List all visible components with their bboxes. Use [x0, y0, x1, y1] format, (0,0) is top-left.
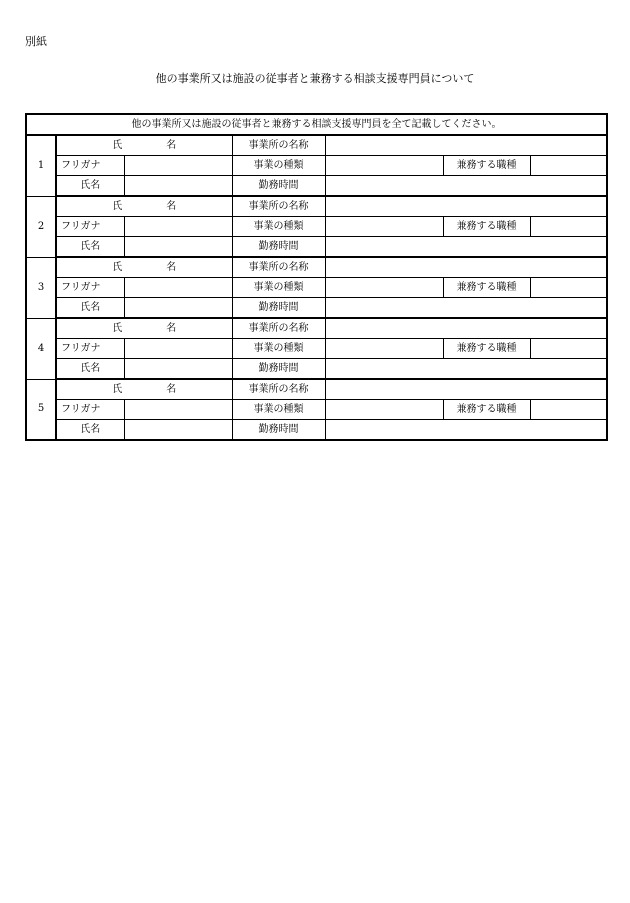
entry-row-name	[26, 318, 607, 339]
entry-row-shimei	[26, 298, 607, 319]
concurrent-job-label: 兼務する職種	[443, 156, 530, 176]
entry-number: 5	[26, 379, 56, 440]
furigana-label: フリガナ	[56, 278, 124, 298]
attachment-label: 別紙	[25, 35, 47, 48]
shimei-label: 氏名	[56, 420, 124, 441]
furigana-field[interactable]	[124, 339, 232, 359]
concurrent-job-label: 兼務する職種	[443, 217, 530, 237]
staff-form-table	[25, 113, 608, 441]
entry-row-shimei	[26, 359, 607, 380]
office-name-label: 事業所の名称	[232, 196, 325, 217]
work-hours-label: 勤務時間	[232, 176, 325, 197]
entry-row-furigana	[26, 217, 607, 237]
entry-number: 3	[26, 257, 56, 318]
office-name-field[interactable]	[325, 135, 607, 156]
name-label: 氏 名	[56, 135, 232, 156]
shimei-field[interactable]	[124, 359, 232, 380]
business-type-label: 事業の種類	[232, 400, 325, 420]
office-name-field[interactable]	[325, 318, 607, 339]
entry-row-shimei	[26, 176, 607, 197]
furigana-field[interactable]	[124, 278, 232, 298]
concurrent-job-field[interactable]	[530, 217, 607, 237]
entry-number: 2	[26, 196, 56, 257]
furigana-label: フリガナ	[56, 339, 124, 359]
shimei-label: 氏名	[56, 359, 124, 380]
concurrent-job-field[interactable]	[530, 278, 607, 298]
work-hours-label: 勤務時間	[232, 359, 325, 380]
work-hours-field[interactable]	[325, 420, 607, 441]
entry-row-furigana	[26, 339, 607, 359]
work-hours-field[interactable]	[325, 298, 607, 319]
furigana-field[interactable]	[124, 400, 232, 420]
shimei-field[interactable]	[124, 420, 232, 441]
name-label: 氏 名	[56, 379, 232, 400]
business-type-label: 事業の種類	[232, 217, 325, 237]
entry-row-furigana	[26, 400, 607, 420]
entry-row-name	[26, 379, 607, 400]
shimei-label: 氏名	[56, 176, 124, 197]
table-header-row	[26, 114, 607, 135]
concurrent-job-field[interactable]	[530, 339, 607, 359]
furigana-label: フリガナ	[56, 400, 124, 420]
entries-body	[26, 135, 607, 440]
name-label: 氏 名	[56, 257, 232, 278]
entry-row-name	[26, 135, 607, 156]
work-hours-field[interactable]	[325, 359, 607, 380]
business-type-label: 事業の種類	[232, 278, 325, 298]
work-hours-label: 勤務時間	[232, 298, 325, 319]
document-title: 他の事業所又は施設の従事者と兼務する相談支援専門員について	[155, 72, 475, 85]
concurrent-job-field[interactable]	[530, 400, 607, 420]
entry-row-name	[26, 196, 607, 217]
shimei-label: 氏名	[56, 237, 124, 258]
concurrent-job-field[interactable]	[530, 156, 607, 176]
entry-number: 4	[26, 318, 56, 379]
business-type-field[interactable]	[325, 339, 443, 359]
business-type-field[interactable]	[325, 217, 443, 237]
work-hours-field[interactable]	[325, 176, 607, 197]
office-name-field[interactable]	[325, 257, 607, 278]
shimei-field[interactable]	[124, 237, 232, 258]
work-hours-label: 勤務時間	[232, 237, 325, 258]
name-label: 氏 名	[56, 318, 232, 339]
business-type-field[interactable]	[325, 156, 443, 176]
office-name-field[interactable]	[325, 379, 607, 400]
office-name-label: 事業所の名称	[232, 257, 325, 278]
entry-row-shimei	[26, 420, 607, 441]
business-type-field[interactable]	[325, 400, 443, 420]
business-type-label: 事業の種類	[232, 339, 325, 359]
shimei-label: 氏名	[56, 298, 124, 319]
entry-row-shimei	[26, 237, 607, 258]
business-type-label: 事業の種類	[232, 156, 325, 176]
office-name-label: 事業所の名称	[232, 318, 325, 339]
concurrent-job-label: 兼務する職種	[443, 400, 530, 420]
office-name-field[interactable]	[325, 196, 607, 217]
work-hours-field[interactable]	[325, 237, 607, 258]
entry-row-furigana	[26, 278, 607, 298]
business-type-field[interactable]	[325, 278, 443, 298]
shimei-field[interactable]	[124, 298, 232, 319]
furigana-field[interactable]	[124, 156, 232, 176]
concurrent-job-label: 兼務する職種	[443, 278, 530, 298]
name-label: 氏 名	[56, 196, 232, 217]
table-header: 他の事業所又は施設の従事者と兼務する相談支援専門員を全て記載してください。	[26, 114, 607, 135]
entry-row-name	[26, 257, 607, 278]
concurrent-job-label: 兼務する職種	[443, 339, 530, 359]
furigana-label: フリガナ	[56, 217, 124, 237]
entry-number: 1	[26, 135, 56, 196]
shimei-field[interactable]	[124, 176, 232, 197]
entry-row-furigana	[26, 156, 607, 176]
office-name-label: 事業所の名称	[232, 379, 325, 400]
furigana-field[interactable]	[124, 217, 232, 237]
furigana-label: フリガナ	[56, 156, 124, 176]
work-hours-label: 勤務時間	[232, 420, 325, 441]
office-name-label: 事業所の名称	[232, 135, 325, 156]
